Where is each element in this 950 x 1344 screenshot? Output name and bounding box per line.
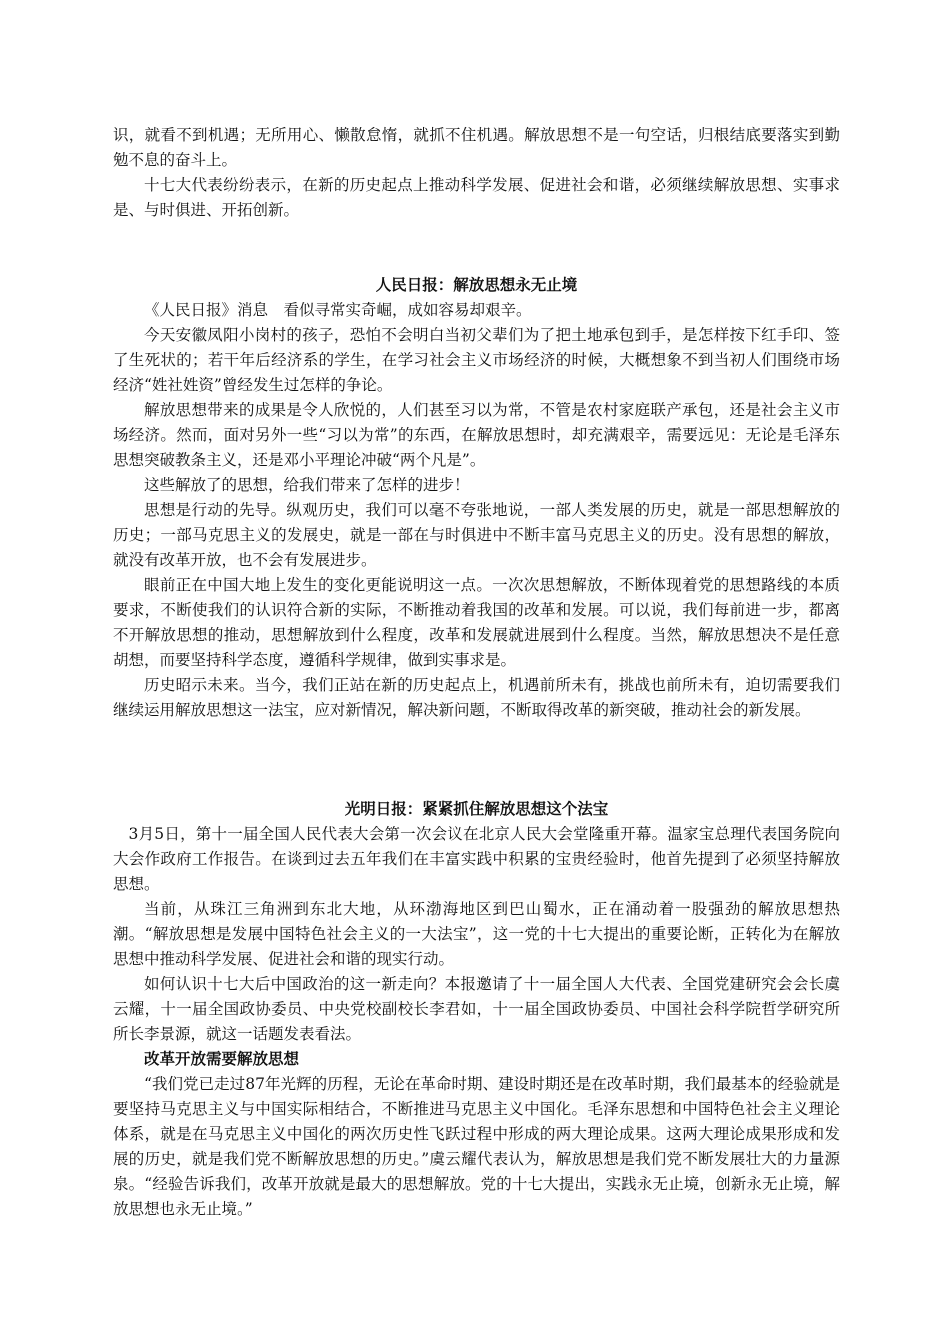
article-guangming-subheading: 改革开放需要解放思想 <box>144 1050 300 1068</box>
intro-paragraph-1: 识，就看不到机遇；无所用心、懒散怠惰，就抓不住机遇。解放思想不是一句空话，归根结底要落实到勤勉不息的奋斗上。 <box>113 126 840 169</box>
article-renmin-paragraph: 思想是行动的先导。纵观历史，我们可以毫不夸张地说，一部人类发展的历史，就是一部思想解放的历史；一部马克思主义的发展史，就是一部在与时俱进中不断丰富马克思主义的历史。没有思想的解放，就没有改革开放，也不会有发展进步。 <box>113 501 840 569</box>
article-renmin-title: 人民日报：解放思想永无止境 <box>375 276 578 294</box>
article-renmin-paragraph: 历史昭示未来。当今，我们正站在新的历史起点上，机遇前所未有，挑战也前所未有，迫切需要我们继续运用解放思想这一法宝，应对新情况，解决新问题，不断取得改革的新突破，推动社会的新发展。 <box>113 676 840 719</box>
article-renmin-paragraph: 解放思想带来的成果是令人欣悦的，人们甚至习以为常，不管是农村家庭联产承包，还是社会主义市场经济。然而，面对另外一些“习以为常”的东西，在解放思想时，却充满艰辛，需要远见：无论是毛泽东思想突破教条主义，还是邓小平理论冲破“两个凡是”。 <box>113 401 840 469</box>
article-guangming-paragraph: “我们党已走过87年光辉的历程，无论在革命时期、建设时期还是在改革时期，我们最基本的经验就是要坚持马克思主义与中国实际相结合，不断推进马克思主义中国化。毛泽东思想和中国特色社会主义理论体系，就是在马克思主义中国化的两次历史性飞跃过程中形成的两大理论成果。这两大理论成果形成和发展的历史，就是我们党不断解放思想的历史。”虞云耀代表认为，解放思想是我们党不断发展壮大的力量源泉。“经验告诉我们，改革开放就是最大的思想解放。党的十七大提出，实践永无止境，创新永无止境，解放思想也永无止境。” <box>113 1075 840 1218</box>
intro-paragraph-2: 十七大代表纷纷表示，在新的历史起点上推动科学发展、促进社会和谐，必须继续解放思想、实事求是、与时俱进、开拓创新。 <box>113 176 840 219</box>
article-renmin-paragraph: 这些解放了的思想，给我们带来了怎样的进步！ <box>144 476 470 494</box>
article-renmin-paragraph: 今天安徽凤阳小岗村的孩子，恐怕不会明白当初父辈们为了把土地承包到手，是怎样按下红手印、签了生死状的；若干年后经济系的学生，在学习社会主义市场经济的时候，大概想象不到当初人们围绕市场经济“姓社姓资”曾经发生过怎样的争论。 <box>113 326 840 394</box>
article-guangming-paragraph: 如何认识十七大后中国政治的这一新走向？本报邀请了十一届全国人大代表、全国党建研究会会长虞云耀，十一届全国政协委员、中央党校副校长李君如，十一届全国政协委员、中国社会科学院哲学研究所所长李景源，就这一话题发表看法。 <box>113 975 840 1043</box>
intro-section <box>113 123 840 223</box>
article-guangming-paragraph: 3月5日，第十一届全国人民代表大会第一次会议在北京人民大会堂隆重开幕。温家宝总理代表国务院向大会作政府工作报告。在谈到过去五年我们在丰富实践中积累的宝贵经验时，他首先提到了必须坚持解放思想。 <box>113 825 840 893</box>
article-guangming <box>113 797 840 1222</box>
article-renmin-paragraph: 《人民日报》消息 看似寻常实奇崛，成如容易却艰辛。 <box>144 301 532 319</box>
article-renmin-paragraph: 眼前正在中国大地上发生的变化更能说明这一点。一次次思想解放，不断体现着党的思想路线的本质要求，不断使我们的认识符合新的实际，不断推动着我国的改革和发展。可以说，我们每前进一步，都离不开解放思想的推动，思想解放到什么程度，改革和发展就进展到什么程度。当然，解放思想决不是任意胡想，而要坚持科学态度，遵循科学规律，做到实事求是。 <box>113 576 840 669</box>
article-guangming-paragraph: 当前，从珠江三角洲到东北大地，从环渤海地区到巴山蜀水，正在涌动着一股强劲的解放思想热潮。“解放思想是发展中国特色社会主义的一大法宝”，这一党的十七大提出的重要论断，正转化为在解放思想中推动科学发展、促进社会和谐的现实行动。 <box>113 900 840 968</box>
article-renmin <box>113 273 840 723</box>
article-guangming-title: 光明日报：紧紧抓住解放思想这个法宝 <box>344 800 609 818</box>
